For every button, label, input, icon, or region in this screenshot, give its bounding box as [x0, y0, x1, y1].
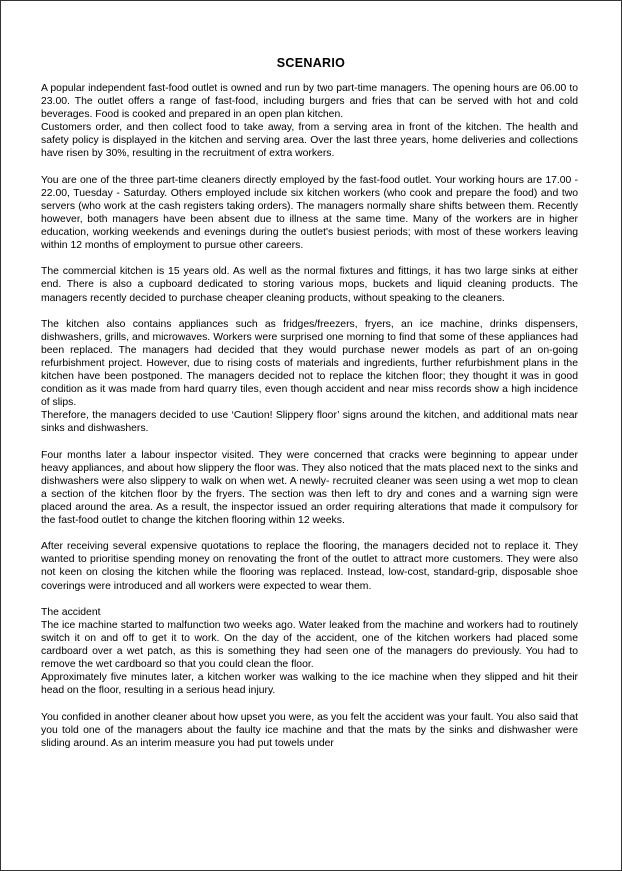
document-body	[41, 82, 578, 750]
paragraph: The commercial kitchen is 15 years old. As well as the normal fixtures and fittings, it has two large sinks at either end. There is also a cupboard dedicated to storing various mops, buckets and liquid cleaning products. The managers recently decided to purchase cheaper cleaning products, without speaking to the cleaners.	[41, 266, 578, 304]
paragraph: You are one of the three part-time cleaners directly employed by the fast-food outlet. Your working hours are 17.00 - 22.00, Tuesday - Saturday. Others employed include six kitchen workers (who cook and prepare the food) and two servers (who work at the cash registers taking orders). The managers normally share shifts between them. Recently however, both managers have been absent due to illness at the same time. Many of the workers are in higher education, working weekends and evenings during the outlet's busiest periods; with most of these workers leaving within 12 months of employment to pursue other careers.	[41, 174, 578, 252]
paragraph: Customers order, and then collect food to take away, from a serving area in front of the kitchen. The health and safety policy is displayed in the kitchen and serving area. Over the last three years, home deliveries and collections have risen by 30%, resulting in the recruitment of extra workers.	[41, 122, 578, 160]
section-heading: The accident	[41, 606, 101, 618]
paragraph: Approximately five minutes later, a kitchen worker was walking to the ice machine when they slipped and hit their head on the floor, resulting in a serious head injury.	[41, 672, 578, 697]
paragraph: The kitchen also contains appliances such as fridges/freezers, fryers, an ice machine, drinks dispensers, dishwashers, grills, and microwaves. Workers were surprised one morning to find that some of these appliances had been replaced. The managers had decided that they would purchase newer models as part of an on-going refurbishment project. However, due to rising costs of materials and ingredients, further refurbishment plans in the kitchen have been postponed. The managers decided not to replace the kitchen floor; they thought it was in good condition as it was made from hard quarry tiles, even though accident and near miss records show a high incidence of slips.	[41, 318, 578, 409]
paragraph: After receiving several expensive quotations to replace the flooring, the managers decided not to replace it. They wanted to prioritise spending money on renovating the front of the outlet to attract more customers. They were also not keen on closing the kitchen while the flooring was replaced. Instead, low-cost, standard-grip, disposable shoe coverings were introduced and all workers were expected to wear them.	[41, 541, 578, 592]
paragraph: Therefore, the managers decided to use ‘Caution! Slippery floor’ signs around the kitchen, and additional mats near sinks and dishwashers.	[41, 410, 578, 435]
paragraph: Four months later a labour inspector visited. They were concerned that cracks were beginning to appear under heavy appliances, and about how slippery the floor was. They also noticed that the mats placed next to the sinks and dishwashers were also slippery to walk on when wet. A newly- recruited cleaner was seen using a wet mop to clean a section of the kitchen floor by the fryers. The section was then left to dry and cones and a warning sign were placed around the area. As a result, the inspector issued an order requiring alterations that made it compulsory for the fast-food outlet to change the kitchen flooring within 12 weeks.	[41, 449, 578, 527]
paragraph: You confided in another cleaner about how upset you were, as you felt the accident was your fault. You also said that you told one of the managers about the faulty ice machine and that the mats by the sinks and dishwasher were sliding around. As an interim measure you had put towels under	[41, 711, 578, 749]
paragraph: The ice machine started to malfunction two weeks ago. Water leaked from the machine and workers had to routinely switch it on and off to get it to work. On the day of the accident, one of the kitchen workers had placed some cardboard over a wet patch, as this is something they had seen one of the managers do previously. You had to remove the wet cardboard so that you could clean the floor.	[41, 619, 578, 671]
page-title: SCENARIO	[276, 56, 346, 70]
paragraph: A popular independent fast-food outlet is owned and run by two part-time managers. The opening hours are 06.00 to 23.00. The outlet offers a range of fast-food, including burgers and fries that can be served with hot and cold beverages. Food is cooked and prepared in an open plan kitchen.	[41, 83, 578, 121]
